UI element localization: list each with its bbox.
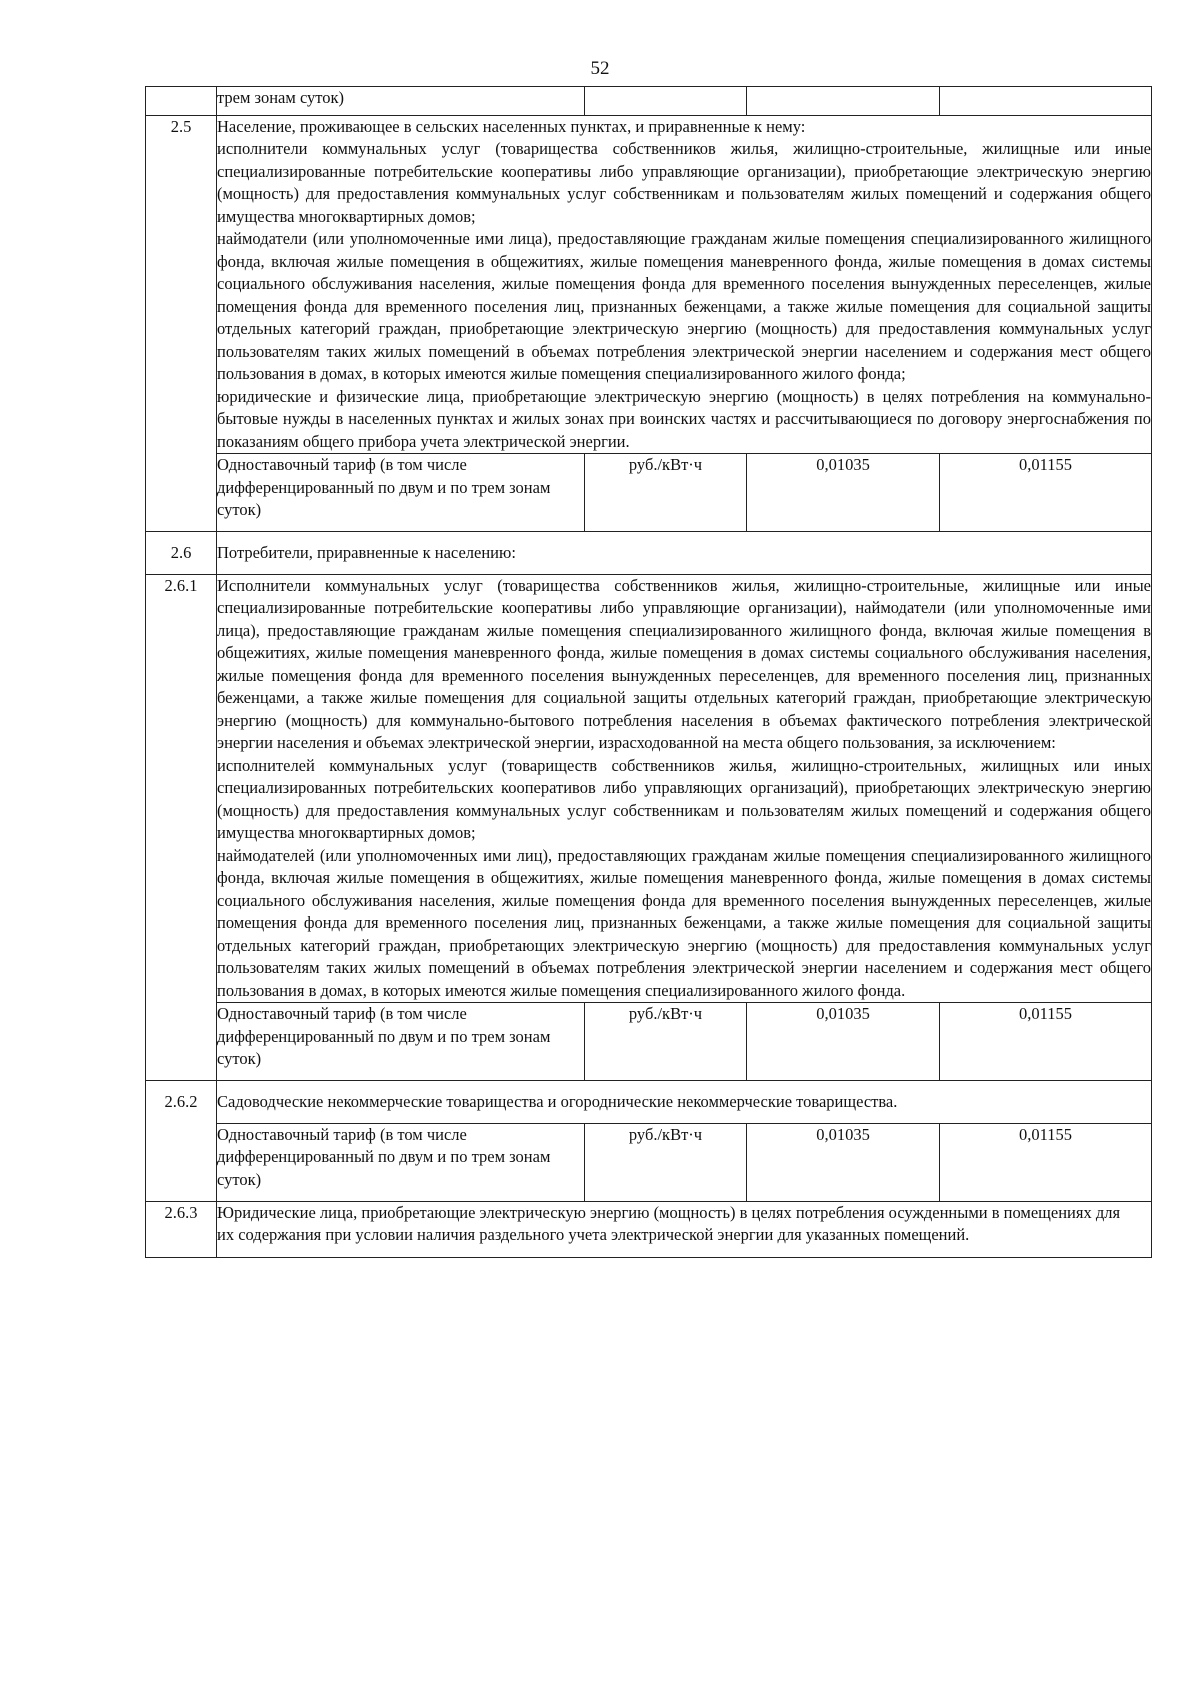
section-paragraph: наймодателей (или уполномоченных ими лиц), предоставляющих гражданам жилые помещения специализированного жилищного фонда, включая жилые помещения в общежитиях, жилые помещения маневренного фонда, жилые помещения в домах системы социального обслуживания населения, жилые помещения фонда для временного поселения вынужденных переселенцев, жилые помещения фонда для временного поселения лиц, признанных беженцами, а также жилые помещения для социальной защиты отдельных категорий граждан, приобретающих электрическую энергию (мощность) для предоставления коммунальных услуг пользователям таких жилых помещений в объемах потребления электрической энергии населением и содержания мест общего пользования в домах, в которых имеются жилые помещения специализированного жилого фонда.: [217, 845, 1151, 1000]
tariff-row: [146, 1123, 1152, 1201]
tariff-label: Одноставочный тариф (в том числе дифференцированный по двум и по трем зонам суток): [217, 454, 585, 532]
carryover-row: [146, 87, 1152, 116]
section-row-2-6-2: [146, 1081, 1152, 1124]
tariff-value-1: 0,01035: [747, 454, 940, 532]
page-number: 52: [590, 58, 610, 79]
carryover-label: трем зонам суток): [217, 87, 585, 116]
section-number: 2.6.1: [146, 574, 217, 1081]
tariff-table: [145, 86, 1152, 1258]
section-paragraph: исполнителей коммунальных услуг (товариществ собственников жилья, жилищно-строительных, жилищных или иных специализированных потребительских кооперативов либо управляющих организаций), приобретающих электрическую энергию (мощность) для предоставления коммунальных услуг собственникам и пользователям жилых помещений и содержания общего имущества многоквартирных домов;: [217, 755, 1151, 842]
section-paragraph: Юридические лица, приобретающие электрическую энергию (мощность) в целях потребления осужденными в помещениях для их содержания при условии наличия раздельного учета электрической энергии для указанных помещений.: [217, 1202, 1121, 1244]
tariff-value-2: 0,01155: [940, 1123, 1152, 1201]
section-row-2-6-1: [146, 574, 1152, 1003]
tariff-value-1: 0,01035: [747, 1003, 940, 1081]
section-row-2-6-3: [146, 1201, 1152, 1257]
section-paragraph: юридические и физические лица, приобретающие электрическую энергию (мощность) в целях потребления на коммунально-бытовые нужды в населенных пунктах и жилых зонах при воинских частях и рассчитывающиеся по договору энергоснабжения по показаниям общего прибора учета электрической энергии.: [217, 386, 1151, 451]
section-row-2-5: [146, 115, 1152, 454]
tariff-row: [146, 1003, 1152, 1081]
tariff-value-2: 0,01155: [940, 1003, 1152, 1081]
section-description: [217, 1201, 1152, 1257]
tariff-row: [146, 454, 1152, 532]
tariff-unit: руб./кВт·ч: [585, 1123, 747, 1201]
section-description: [217, 574, 1152, 1003]
tariff-value-2: 0,01155: [940, 454, 1152, 532]
section-number: 2.5: [146, 115, 217, 532]
section-paragraph: наймодатели (или уполномоченные ими лица), предоставляющие гражданам жилые помещения специализированного жилищного фонда, включая жилые помещения в общежитиях, жилые помещения маневренного фонда, жилые помещения в домах системы социального обслуживания населения, жилые помещения фонда для временного поселения вынужденных переселенцев, жилые помещения фонда для временного поселения лиц, признанных беженцами, а также жилые помещения для социальной защиты отдельных категорий граждан, приобретающие электрическую энергию (мощность) для предоставления коммунальных услуг пользователям таких жилых помещений в объемах потребления электрической энергии населением и содержания мест общего пользования в домах, в которых имеются жилые помещения специализированного жилого фонда;: [217, 229, 1151, 383]
section-description: [217, 532, 1152, 575]
tariff-unit: руб./кВт·ч: [585, 454, 747, 532]
section-description: [217, 115, 1152, 454]
tariff-unit: руб./кВт·ч: [585, 1003, 747, 1081]
section-paragraph: Население, проживающее в сельских населенных пунктах, и приравненные к нему:: [217, 116, 806, 136]
section-number: 2.6.2: [146, 1081, 217, 1202]
section-paragraph: Потребители, приравненные к населению:: [217, 543, 516, 562]
tariff-label: Одноставочный тариф (в том числе дифференцированный по двум и по трем зонам суток): [217, 1123, 585, 1201]
section-paragraph: Садоводческие некоммерческие товарищества и огороднические некоммерческие товарищества.: [217, 1092, 898, 1111]
tariff-label: Одноставочный тариф (в том числе дифференцированный по двум и по трем зонам суток): [217, 1003, 585, 1081]
section-number: 2.6: [146, 532, 217, 575]
tariff-value-1: 0,01035: [747, 1123, 940, 1201]
section-row-2-6: [146, 532, 1152, 575]
section-description: [217, 1081, 1152, 1124]
section-paragraph: исполнители коммунальных услуг (товарищества собственников жилья, жилищно-строительные, жилищные или иные специализированные потребительские кооперативы либо управляющие организации), приобретающие электрическую энергию (мощность) для предоставления коммунальных услуг собственникам и пользователям жилых помещений и содержания общего имущества многоквартирных домов;: [217, 139, 1151, 226]
section-paragraph: Исполнители коммунальных услуг (товарищества собственников жилья, жилищно-строительные, жилищные или иные специализированные потребительские кооперативы либо управляющие организации), наймодатели (или уполномоченные ими лица), предоставляющие гражданам жилые помещения специализированного жилищного фонда, включая жилые помещения в общежитиях, жилые помещения маневренного фонда, жилые помещения в домах системы социального обслуживания населения, жилые помещения фонда для временного поселения вынужденных переселенцев, для временного поселения лиц, признанных беженцами, а также жилые помещения для социальной защиты отдельных категорий граждан, приобретающие электрическую энергию (мощность) для коммунально-бытового потребления населения в объемах фактического потребления электрической энергии населения и объемах электрической энергии, израсходованной на места общего пользования, за исключением:: [217, 575, 1151, 752]
section-number: 2.6.3: [146, 1201, 217, 1257]
